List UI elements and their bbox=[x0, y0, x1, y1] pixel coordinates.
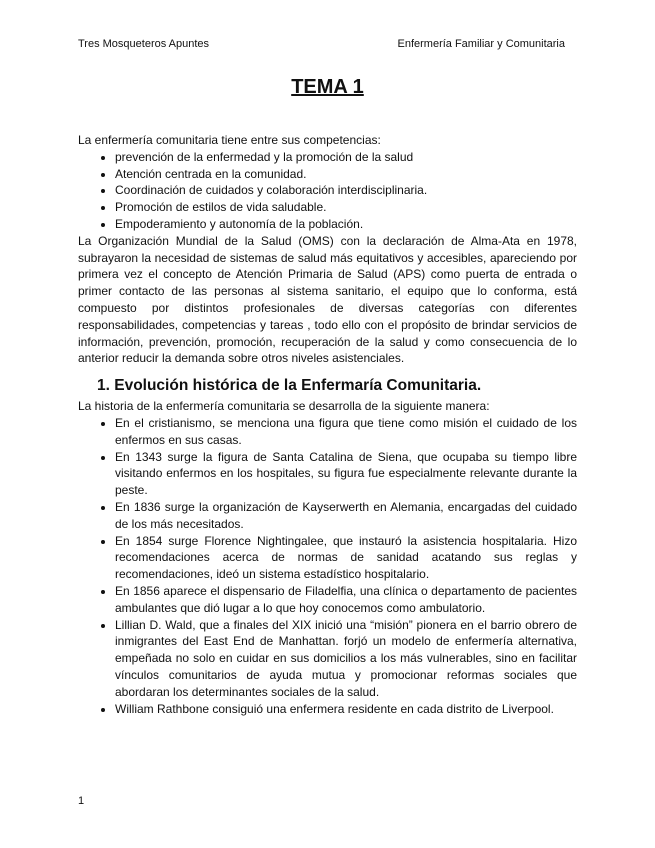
oms-paragraph: La Organización Mundial de la Salud (OMS) con la declaración de Alma-Ata en 1978, subrayaron la necesidad de sistemas de salud más equitativos y accesibles, apareciendo por primera vez el concepto de Atención Primaria de Salud (APS) como puerta de entrada o primer contacto de las personas al sistema sanitario, el equipo que lo conforma, está compuesto por distintos profesionales de diversas categorías con diferentes responsabilidades, competencias y tareas , todo ello con el propósito de brindar servicios de información, prevención, promoción, recuperación de la salud y como consecuencia de lo anterior reducir la demanda sobre otros niveles asistenciales. bbox=[78, 233, 577, 366]
list-item: • En 1856 aparece el dispensario de Filadelfia, una clínica o departamento de pacientes ambulantes que dió lugar a lo que hoy conocemos como ambulatorio. bbox=[115, 583, 577, 617]
list-item: • Lillian D. Wald, que a finales del XIX inició una “misión” pionera en el barrio obrero de inmigrantes del East End de Manhattan. forjó un modelo de enfermería alternativa, empeñada no solo en cuidar en sus domicilios a los más vulnerables, sino en facilitar vínculos comunitarios de ayuda mutua y promocionar reformas sociales que abordaran los determinantes sociales de la salud. bbox=[115, 617, 577, 701]
section-intro: La historia de la enfermería comunitaria se desarrolla de la siguiente manera: bbox=[78, 399, 490, 414]
list-item: • En 1854 surge Florence Nightingalee, que instauró la asistencia hospitalaria. Hizo recomendaciones acerca de normas de sanidad acatando sus reglas y recomendaciones, ideó un sistema estadístico hospitalario. bbox=[115, 533, 577, 583]
list-item: • William Rathbone consiguió una enfermera residente en cada distrito de Liverpool. bbox=[115, 701, 577, 718]
header-right: Enfermería Familiar y Comunitaria bbox=[397, 38, 565, 50]
list-item: • prevención de la enfermedad y la promoción de la salud bbox=[115, 149, 577, 166]
list-item: • Coordinación de cuidados y colaboración interdisciplinaria. bbox=[115, 182, 577, 199]
intro-text: La enfermería comunitaria tiene entre sus competencias: bbox=[78, 133, 381, 147]
list-item: • Atención centrada en la comunidad. bbox=[115, 166, 577, 183]
history-list bbox=[78, 415, 577, 717]
page-number: 1 bbox=[78, 795, 85, 807]
list-item: • Empoderamiento y autonomía de la población. bbox=[115, 216, 577, 233]
list-item: • En 1343 surge la figura de Santa Catalina de Siena, que ocupaba su tiempo libre visitando enfermos en los hospitales, su figura fue especialmente relevante durante la peste. bbox=[115, 449, 577, 499]
competencias-list bbox=[78, 149, 577, 233]
section-heading: 1. Evolución histórica de la Enfermaría Comunitaria. bbox=[97, 377, 482, 395]
list-item: • Promoción de estilos de vida saludable. bbox=[115, 199, 577, 216]
document-body bbox=[78, 132, 577, 717]
page-title: TEMA 1 bbox=[291, 76, 364, 98]
list-item: • En el cristianismo, se menciona una figura que tiene como misión el cuidado de los enfermos en sus casas. bbox=[115, 415, 577, 449]
list-item: • En 1836 surge la organización de Kayserwerth en Alemania, encargadas del cuidado de los más necesitados. bbox=[115, 499, 577, 533]
header-left: Tres Mosqueteros Apuntes bbox=[78, 38, 210, 50]
